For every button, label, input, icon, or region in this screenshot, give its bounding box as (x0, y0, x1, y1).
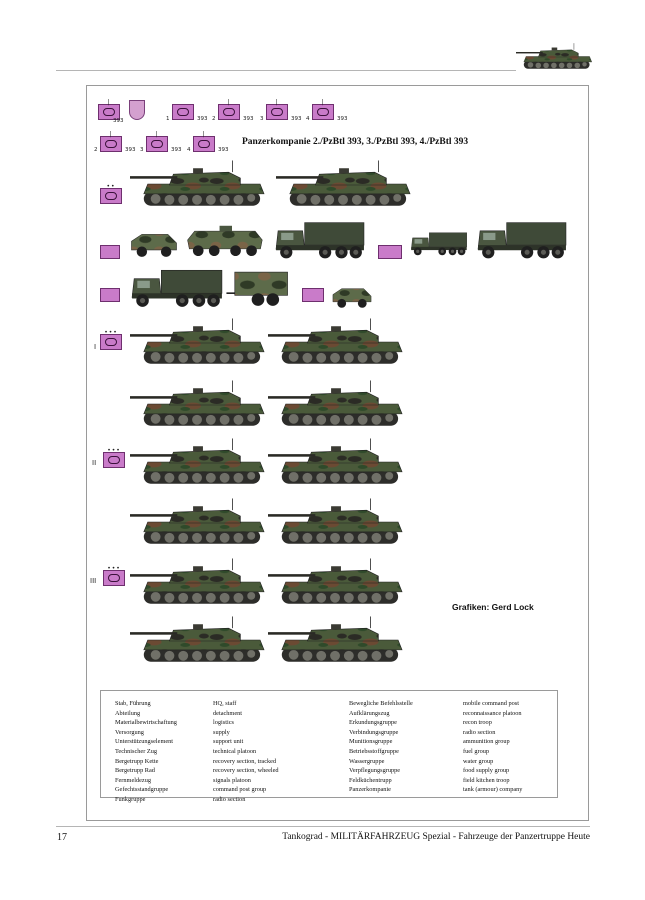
unit-symbol-company-hq: | (266, 104, 288, 120)
unit-symbol-company-hq-tanks: •• (100, 188, 122, 204)
unit-number-label: 393 (171, 147, 182, 153)
legend-translation: recovery section, wheeled (213, 767, 279, 775)
light-vehicle-icon (128, 226, 180, 260)
legend-translation: mobile command post (463, 700, 519, 707)
legend-translation: tank (armour) company (463, 786, 523, 794)
unit-symbol-company-hq: | (218, 104, 240, 120)
header-tank-icon (516, 40, 594, 74)
platoon-label: II (92, 459, 97, 467)
unit-symbol-hq: | (98, 104, 120, 120)
unit-symbol-company: | (146, 136, 168, 152)
unit-number-label: 3 (260, 116, 264, 122)
legend-translation: field kitchen troop (463, 776, 510, 784)
legend-term: Verbindungsgruppe (349, 728, 399, 736)
cargo-truck-icon (410, 226, 468, 260)
unit-symbol-supply (100, 288, 120, 302)
unit-symbol-platoon-1: ••• (100, 334, 122, 350)
running-title: Tankograd - MILITÄRFAHRZEUG Spezial - Fahrzeuge der Panzertruppe Heute (282, 832, 590, 842)
leopard-2-tank-icon (268, 498, 406, 548)
legend-translation: command post group (213, 786, 267, 794)
unit-number-label: 3 (140, 147, 144, 153)
unit-symbol-platoon-3: ••• (103, 570, 125, 586)
legend-box (100, 690, 558, 803)
unit-number-label: 393 (125, 147, 136, 153)
unit-number-label: 2 (212, 116, 216, 122)
footer-rule (56, 826, 590, 827)
unit-number-label: 393 (113, 118, 124, 124)
legend-translation: signals platoon (213, 776, 251, 784)
trailer-icon (226, 270, 290, 308)
leopard-2-tank-icon (268, 616, 406, 666)
unit-symbol-recovery (302, 288, 324, 302)
platoon-label: I (94, 343, 97, 351)
leopard-2-tank-icon (268, 438, 406, 488)
legend-term: Erkundungsgruppe (349, 719, 397, 727)
legend-column-german-2 (349, 699, 413, 795)
unit-number-label: 393 (197, 116, 208, 122)
legend-term: Abteilung (115, 709, 141, 717)
unit-symbol-support (100, 245, 120, 259)
graphics-credit: Grafiken: Gerd Lock (452, 602, 534, 612)
legend-term: Bergetrupp Kette (115, 757, 159, 765)
leopard-2-tank-icon (130, 438, 268, 488)
legend-term: Bewegliche Befehlsstelle (349, 700, 413, 707)
company-title: Panzerkompanie 2./PzBtl 393, 3./PzBtl 393, 4./PzBtl 393 (242, 137, 469, 147)
leopard-2-tank-icon (130, 616, 268, 666)
legend-translation: fuel group (463, 747, 490, 755)
unit-symbol-company-hq (172, 104, 194, 120)
unit-symbol-company: | (100, 136, 122, 152)
legend-column-german-1 (115, 699, 177, 805)
legend-translation: ammunition group (463, 738, 510, 746)
leopard-2-tank-icon (268, 380, 406, 430)
legend-term: Gefechtsstandgruppe (115, 786, 169, 794)
legend-term: Panzerkompanie (349, 786, 391, 794)
page-number: 17 (57, 832, 67, 843)
legend-term: Technischer Zug (115, 747, 158, 755)
legend-term: Stab, Führung (115, 700, 151, 707)
legend-column-english-2 (463, 699, 522, 795)
legend-translation: logistics (213, 719, 234, 727)
legend-translation: radio section (213, 795, 246, 803)
legend-translation: food supply group (463, 767, 510, 775)
leopard-2-tank-icon (130, 558, 268, 608)
unit-symbol-platoon-2: ••• (103, 452, 125, 468)
legend-translation: detachment (213, 709, 243, 717)
legend-translation: reconnaissance platoon (463, 709, 522, 717)
unit-symbol-support (378, 245, 402, 259)
leopard-2-tank-icon (268, 558, 406, 608)
platoon-label: III (90, 577, 97, 585)
legend-term: Versorgung (115, 728, 144, 736)
legend-translation: HQ, staff (213, 700, 237, 707)
unit-number-label: 393 (291, 116, 302, 122)
unit-number-label: 393 (218, 147, 229, 153)
legend-translation: radio section (463, 728, 496, 736)
legend-translation: technical platoon (213, 747, 257, 755)
unit-number-label: 393 (243, 116, 254, 122)
legend-translation: support unit (213, 738, 244, 746)
header-rule (56, 70, 516, 71)
legend-translation: water group (463, 757, 494, 765)
legend-translation: recovery section, tracked (213, 757, 277, 765)
cargo-truck-icon (476, 218, 568, 260)
leopard-2-tank-icon (130, 380, 268, 430)
legend-term: Feldküchentrupp (349, 776, 392, 784)
legend-translation: recon troop (463, 719, 492, 727)
unit-symbol-company-hq: | (312, 104, 334, 120)
light-vehicle-icon (330, 282, 374, 310)
unit-number-label: 393 (337, 116, 348, 122)
cargo-truck-icon (274, 218, 366, 260)
legend-term: Fernmeldezug (115, 776, 152, 784)
leopard-2-tank-icon (130, 160, 268, 210)
unit-symbol-company: | (193, 136, 215, 152)
cargo-truck-icon (130, 266, 224, 308)
unit-number-label: 4 (187, 147, 191, 153)
leopard-2-tank-icon (130, 318, 268, 368)
legend-term: Aufklärungszug (349, 709, 390, 717)
legend-column-english-1 (213, 699, 279, 805)
unit-number-label: 2 (94, 147, 98, 153)
leopard-2-tank-icon (268, 318, 406, 368)
legend-term: Unterstützungselement (115, 738, 174, 746)
leopard-2-tank-icon (130, 498, 268, 548)
armored-personnel-carrier-icon (184, 220, 264, 260)
legend-term: Materialbewirtschaftung (115, 719, 177, 727)
legend-term: Munitionsgruppe (349, 738, 393, 746)
unit-number-label: 4 (306, 116, 310, 122)
legend-translation: supply (213, 728, 230, 736)
legend-term: Funkgruppe (115, 795, 146, 803)
legend-term: Wassergruppe (349, 757, 385, 765)
battalion-crest-icon (129, 100, 145, 120)
legend-term: Betriebsstoffgruppe (349, 747, 399, 755)
unit-number-label: 1 (166, 116, 170, 122)
leopard-2-tank-icon (276, 160, 414, 210)
legend-term: Verpflegungsgruppe (349, 767, 401, 775)
legend-term: Bergetrupp Rad (115, 767, 155, 775)
